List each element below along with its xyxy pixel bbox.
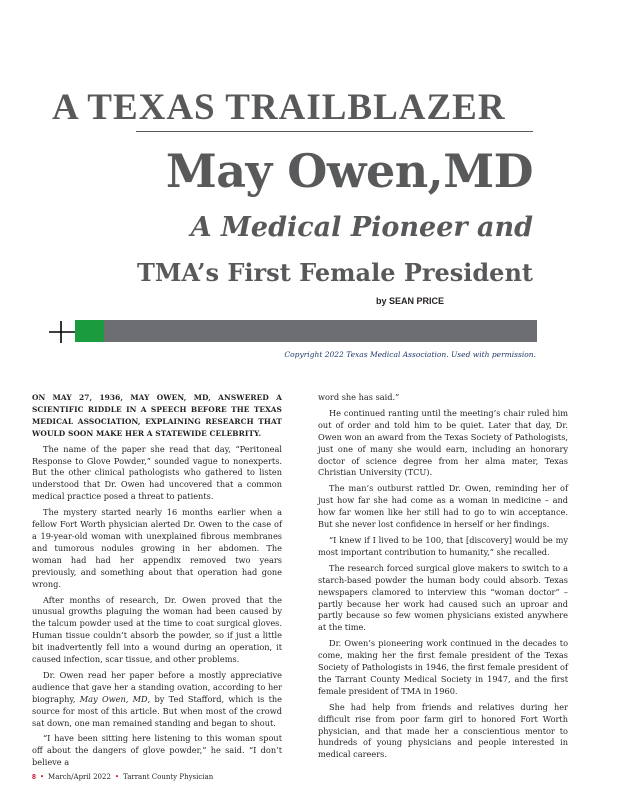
accent-bar-green [75,320,104,342]
body-paragraph: Dr. Owen’s pioneering work continued in the decades to come, making her the first female president of the Texas Society of Pathologists in 1946, the first female president of the Tarrant County Medical Society in 1947, and the first female president of TMA in 1960. [318,638,568,696]
accent-bar-gray [104,320,537,342]
body-paragraph-continued: word she has said.” [318,392,400,402]
body-text: Dr. Owen read her paper before a mostly appreciative audience that gave her a standing ovation, according to her biography, [32,669,282,704]
byline: by SEAN PRICE [375,296,444,306]
copyright-notice: Copyright 2022 Texas Medical Association. Used with permission. [284,350,536,359]
issue-date: March/April 2022 [48,773,111,781]
kicker-heading: A TEXAS TRAILBLAZER [52,87,506,128]
body-paragraph: “I knew if I lived to be 100, that [discovery] would be my most important contribution to humanity,” she recalled. [318,534,568,557]
bullet-separator: • [114,773,120,781]
article-subtitle-line1: A Medical Pioneer and [190,212,533,243]
lead-paragraph: ON MAY 27, 1936, MAY OWEN, MD, ANSWERED A SCIENTIFIC RIDDLE IN A SPEECH BEFORE THE TEXAS MEDICAL ASSOCIATION, EXPLAINING RESEARCH THAT WOULD SOON MAKE HER A STATEWIDE CELEBRITY. [32,393,282,438]
body-paragraph: The man’s outburst rattled Dr. Owen, reminding her of just how far she had come as a woman in medicine – and how far women like her still had to go to win acceptance. But she never lost confidence in herself or her findings. [318,483,568,530]
article-column-left [32,392,282,773]
body-paragraph: The mystery started nearly 16 months earlier when a fellow Fort Worth physician alerted Dr. Owen to the case of a 19-year-old woman with unexplained fibrous membranes and tumorous nodules growing in her abdomen. The woman had had her appendix removed two years previously, and something about that operation had gone wrong. [32,507,282,589]
crosshair-icon [49,321,75,343]
body-paragraph: The research forced surgical glove makers to switch to a starch-based powder the human body could absorb. Texas newspapers clamored to interview this “woman doctor” – partly because her work had caused such an uproar and partly because so few women physicians existed anywhere at the time. [318,562,568,633]
body-paragraph: “I have been sitting here listening to this woman spout off about the dangers of glove powder,” he said. “I don’t believe a [32,733,282,768]
publication-name: Tarrant County Physician [123,773,214,781]
article-title: May Owen,MD [165,144,533,198]
body-paragraph: The name of the paper she read that day, “Peritoneal Response to Glove Powder,” sounded vague to nonexperts. But the other clinical pathologists who gathered to listen understood that Dr. Owen had uncovered that a common medical practice posed a threat to patients. [32,443,282,502]
article-subtitle-line2: TMA’s First Female President [136,258,533,287]
bullet-separator: • [39,773,45,781]
body-text: , by Ted Stafford, which is the source for most of this article. But when most of the crowd sat down, one man remained standing and began to shout. [32,693,282,728]
body-paragraph: After months of research, Dr. Owen proved that the unusual growths plaguing the woman had been caused by the talcum powder used at the time to coat surgical gloves. Human tissue couldn’t absorb the powder, so if just a little bit inadvertently fell into a wound during an operation, it caused infection, scar tissue, and other problems. [32,594,282,665]
book-title: May Owen, MD [79,693,148,704]
body-paragraph: He continued ranting until the meeting’s chair ruled him out of order and told him to be quiet. Later that day, Dr. Owen won an award from the Texas Society of Pathologists, just one of many she would earn, including an honorary doctor of science degree from her alma mater, Texas Christian University (TCU). [318,407,568,478]
body-paragraph: She had help from friends and relatives during her difficult rise from poor farm girl to honored Fort Worth physician, and that made her a conscientious mentor to hundreds of young physicians and people interested in medical careers. [318,701,568,760]
kicker-divider [136,131,533,132]
page-footer [32,773,213,781]
article-column-right [318,392,568,765]
body-paragraph [32,670,282,730]
page-number: 8 [32,774,36,781]
